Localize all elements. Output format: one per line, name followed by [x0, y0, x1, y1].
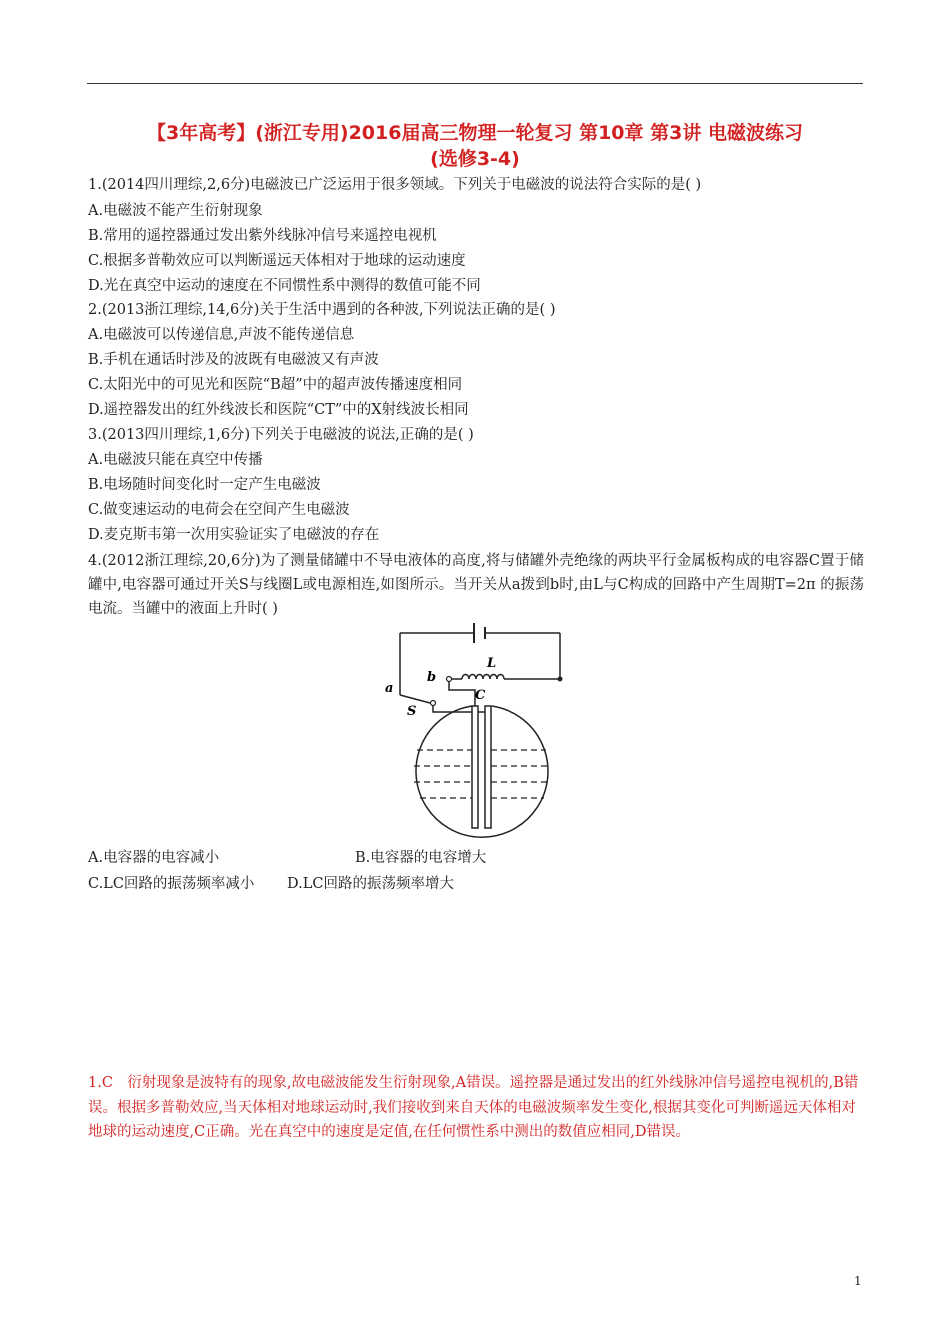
capacitor-plate-left — [472, 706, 478, 828]
question-1-option-d: D.光在真空中运动的速度在不同惯性系中测得的数值可能不同 — [88, 278, 481, 294]
label-S: S — [407, 704, 417, 719]
question-4-option-c: C.LC回路的振荡频率减小 — [88, 876, 255, 892]
question-4-option-a: A.电容器的电容减小 — [88, 850, 220, 866]
inductor-coil — [462, 675, 504, 680]
switch-blade — [400, 695, 430, 703]
wire-to-right-plate — [433, 703, 488, 712]
question-4-stem: 4.(2012浙江理综,20,6分)为了测量储罐中不导电液体的高度,将与储罐外壳绝缘的两块平行金属板构成的电容器C置于储罐中,电容器可通过开关S与线圈L或电源相连,如图所示。当开关从a拨到b时,由L与C构成的回路中产生周期T=2π 的振荡电流。当罐中的液面上升时( ) — [88, 553, 864, 617]
question-2-option-c: C.太阳光中的可见光和医院“B超”中的超声波传播速度相同 — [88, 377, 463, 393]
question-1-option-b: B.常用的遥控器通过发出紫外线脉冲信号来遥控电视机 — [88, 228, 437, 244]
header-rule — [87, 83, 863, 84]
question-3-option-c: C.做变速运动的电荷会在空间产生电磁波 — [88, 502, 350, 518]
question-3-option-b: B.电场随时间变化时一定产生电磁波 — [88, 477, 321, 493]
question-3-stem: 3.(2013四川理综,1,6分)下列关于电磁波的说法,正确的是( ) — [88, 427, 474, 443]
question-2-option-d: D.遥控器发出的红外线波长和医院“CT”中的X射线波长相同 — [88, 402, 469, 418]
question-4-option-d: D.LC回路的振荡频率增大 — [287, 876, 454, 892]
terminal-b — [447, 677, 452, 682]
junction-dot — [558, 677, 563, 682]
label-a: a — [385, 681, 394, 696]
question-2-option-b: B.手机在通话时涉及的波既有电磁波又有声波 — [88, 352, 379, 368]
question-2-option-a: A.电磁波可以传递信息,声波不能传递信息 — [88, 327, 355, 343]
page-title: 【3年高考】(浙江专用)2016届高三物理一轮复习 第10章 第3讲 电磁波练习 — [147, 122, 803, 144]
question-1-option-a: A.电磁波不能产生衍射现象 — [88, 203, 263, 219]
wire-to-left-plate — [449, 679, 475, 706]
question-2-stem: 2.(2013浙江理综,14,6分)关于生活中遇到的各种波,下列说法正确的是( ) — [88, 302, 556, 318]
circuit-figure — [380, 620, 580, 838]
question-1-option-c: C.根据多普勒效应可以判断遥远天体相对于地球的运动速度 — [88, 253, 466, 269]
capacitor-plate-right — [485, 706, 491, 828]
question-4-option-b: B.电容器的电容增大 — [355, 850, 487, 866]
answer-explanation: 1.C 衍射现象是波特有的现象,故电磁波能发生衍射现象,A错误。遥控器是通过发出的红外线脉冲信号遥控电视机的,B错误。根据多普勒效应,当天体相对地球运动时,我们接收到来自天体的电磁波频率发生变化,根据其变化可判断遥远天体相对地球的运动速度,C正确。光在真空中的速度是定值,在任何惯性系中测出的数值应相同,D错误。 — [88, 1075, 859, 1140]
terminal-a — [431, 701, 436, 706]
page-number: 1 — [854, 1274, 862, 1288]
label-L: L — [487, 656, 497, 671]
question-3-option-a: A.电磁波只能在真空中传播 — [88, 452, 263, 468]
question-3-option-d: D.麦克斯韦第一次用实验证实了电磁波的存在 — [88, 527, 380, 543]
label-b: b — [427, 670, 437, 685]
question-1-stem: 1.(2014四川理综,2,6分)电磁波已广泛运用于很多领域。下列关于电磁波的说法符合实际的是( ) — [88, 177, 702, 193]
label-C: C — [475, 688, 486, 703]
page-title-continued: (选修3-4) — [430, 148, 520, 170]
tank-body — [416, 706, 548, 837]
